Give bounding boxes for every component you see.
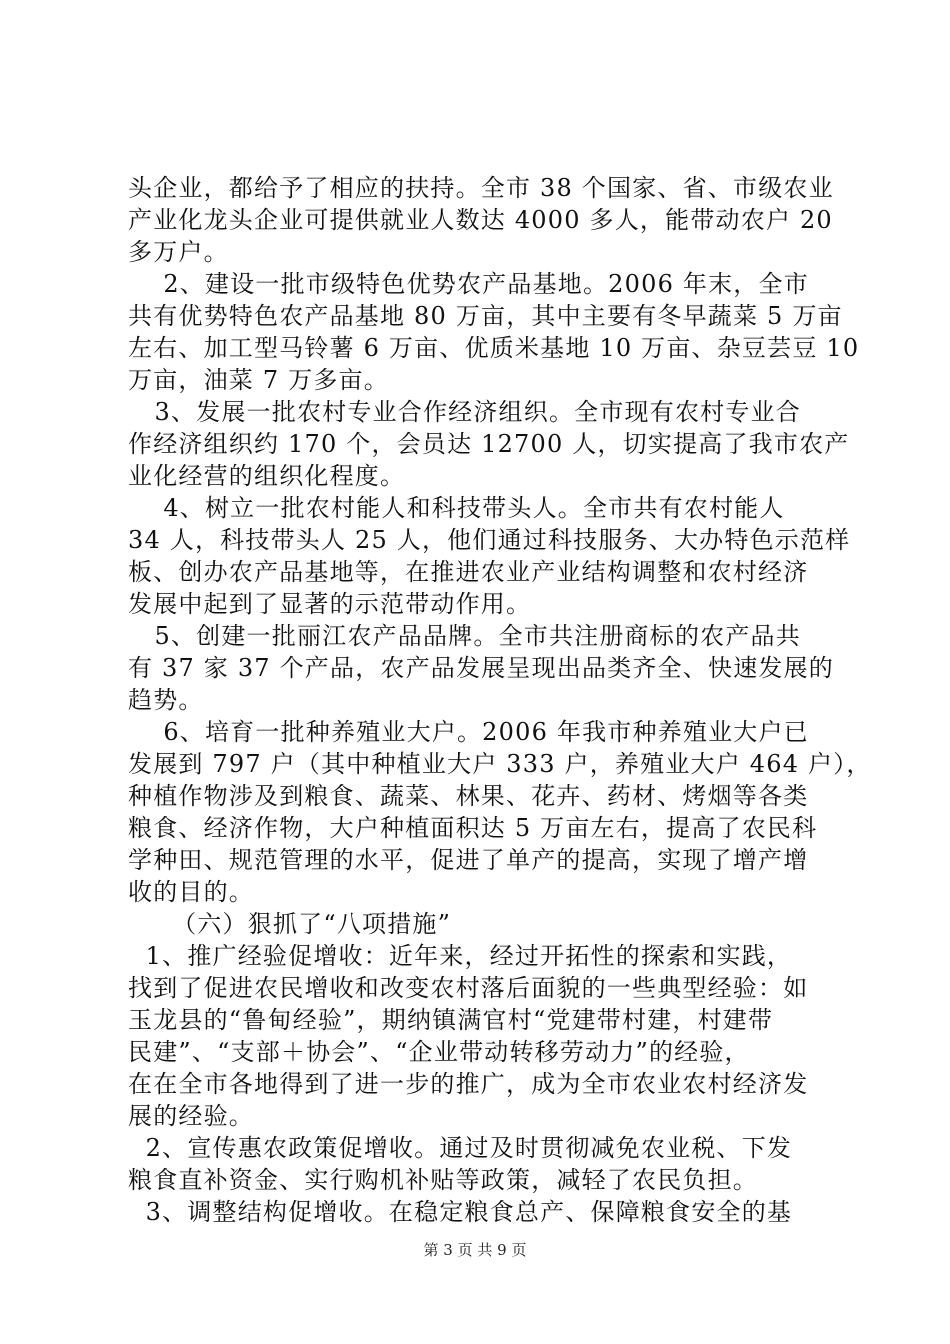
text-line: 发展中起到了显著的示范带动作用。	[128, 590, 532, 618]
text-line: 3、发展一批农村专业合作经济组织。全市现有农村专业合	[128, 398, 801, 426]
text-line: 发展到 797 户（其中种植业大户 333 户，养殖业大户 464 户），	[128, 750, 872, 778]
text-line: 3、调整结构促增收。在稳定粮食总产、保障粮食安全的基	[128, 1198, 793, 1226]
text-line: 1、推广经验促增收：近年来，经过开拓性的探索和实践，	[128, 942, 793, 970]
text-line: 板、创办农产品基地等，在推进农业产业结构调整和农村经济	[128, 558, 809, 586]
text-line: 粮食、经济作物，大户种植面积达 5 万亩左右，提高了农民科	[128, 814, 818, 842]
text-line: 产业化龙头企业可提供就业人数达 4000 多人，能带动农户 20	[128, 206, 833, 234]
text-line: 2、建设一批市级特色优势农产品基地。2006 年末，全市	[128, 270, 809, 298]
text-line: 有 37 家 37 个产品，农产品发展呈现出品类齐全、快速发展的	[128, 654, 834, 682]
text-line: 展的经验。	[128, 1102, 254, 1130]
text-line: 找到了促进农民增收和改变农村落后面貌的一些典型经验：如	[128, 974, 809, 1002]
text-line: 玉龙县的“鲁甸经验”，期纳镇满官村“党建带村建，村建带	[128, 1006, 774, 1034]
page-footer	[0, 1240, 950, 1260]
text-line: 34 人，科技带头人 25 人，他们通过科技服务、大办特色示范样	[128, 526, 851, 554]
text-line: 业化经营的组织化程度。	[128, 462, 406, 490]
text-line: 收的目的。	[128, 878, 254, 906]
text-line: 粮食直补资金、实行购机补贴等政策，减轻了农民负担。	[128, 1166, 758, 1194]
text-line: 在在全市各地得到了进一步的推广，成为全市农业农村经济发	[128, 1070, 809, 1098]
body-text	[128, 172, 872, 1228]
text-line: 6、培育一批种养殖业大户。2006 年我市种养殖业大户已	[128, 718, 809, 746]
text-line: 作经济组织约 170 个，会员达 12700 人，切实提高了我市农产	[128, 430, 850, 458]
text-line: 多万户。	[128, 238, 229, 266]
text-line: 种植作物涉及到粮食、蔬菜、林果、花卉、药材、烤烟等各类	[128, 782, 809, 810]
text-line: 4、树立一批农村能人和科技带头人。全市共有农村能人	[128, 494, 785, 522]
section-heading: （六）狠抓了“八项措施”	[128, 910, 452, 938]
text-line: 5、创建一批丽江农产品品牌。全市共注册商标的农产品共	[128, 622, 801, 650]
text-line: 万亩，油菜 7 万多亩。	[128, 366, 389, 394]
text-line: 左右、加工型马铃薯 6 万亩、优质米基地 10 万亩、杂豆芸豆 10	[128, 334, 860, 362]
text-line: 民建”、“支部＋协会”、“企业带动转移劳动力”的经验，	[128, 1038, 750, 1066]
text-line: 学种田、规范管理的水平，促进了单产的提高，实现了增产增	[128, 846, 809, 874]
text-line: 头企业，都给予了相应的扶持。全市 38 个国家、省、市级农业	[128, 174, 834, 202]
page-number: 第 3 页 共 9 页	[423, 1241, 527, 1259]
text-line: 共有优势特色农产品基地 80 万亩，其中主要有冬早蔬菜 5 万亩	[128, 302, 843, 330]
text-line: 2、宣传惠农政策促增收。通过及时贯彻减免农业税、下发	[128, 1134, 793, 1162]
text-line: 趋势。	[128, 686, 204, 714]
